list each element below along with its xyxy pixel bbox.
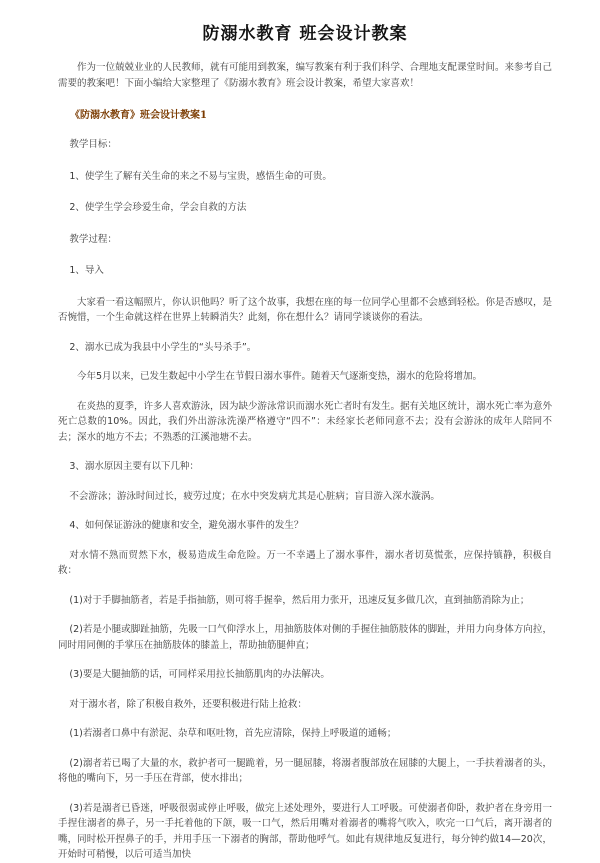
paragraph: 2、溺水已成为我县中小学生的“头号杀手”。 [69,341,257,353]
paragraph: (3)要是大腿抽筋的话，可同样采用拉长抽筋肌肉的办法解决。 [69,669,330,680]
document-title: 防溺水教育 班会设计教案 [202,24,408,44]
paragraph: 大家看一看这幅照片，你认识他吗？听了这个故事，我想在座的每一位同学心里都不会感到轻松。你是否感叹，是否惋惜，一个生命就这样在世界上转瞬消失？此刻，你在想什么？请同学谈谈你的看法。 [58,296,553,323]
paragraph: 3、溺水原因主要有以下几种： [69,461,199,472]
paragraph: 对于溺水者，除了积极自救外，还要积极进行陆上抢救： [69,698,307,710]
paragraph: (1)对于手脚抽筋者，若是手指抽筋，则可将手握拳，然后用力张开，迅速反复多做几次，直到抽筋消除为止； [69,594,530,606]
paragraph: (1)若溺者口鼻中有淤泥、杂草和呕吐物，首先应清除，保持上呼吸道的通畅； [69,728,397,739]
paragraph: 1、导入 [69,265,104,276]
paragraph: (2)溺者若已喝了大量的水，救护者可一腿跪着，另一腿屈膝，将溺者腹部放在屈膝的大腿上，一手扶着溺者的头，将他的嘴向下，另一手压在背部，使水排出； [58,757,552,784]
paragraph: 在炎热的夏季，许多人喜欢游泳，因为缺少游泳常识而溺水死亡者时有发生。据有关地区统计，溺水死亡率为意外死亡总数的10%。因此，我们外出游泳洗澡严格遵守“四不”：未经家长老师同意不去；没有会游泳的成年人陪同不去；深水的地方不去；不熟悉的江溪池塘不去。 [58,400,553,443]
paragraph: 教学目标： [69,139,117,150]
paragraph: 4、如何保证游泳的健康和安全，避免溺水事件的发生？ [69,520,304,531]
paragraph: (2)若是小腿或脚趾抽筋，先吸一口气仰浮水上，用抽筋肢体对侧的手握住抽筋肢体的脚趾，并用力向身体方向拉，同时用同侧的手掌压在抽筋肢体的膝盖上，帮助抽筋腿伸直； [58,624,552,651]
paragraph: 教学过程： [69,233,117,245]
paragraph: 1、使学生了解有关生命的来之不易与宝贵，感悟生命的可贵。 [69,170,332,182]
paragraph: 对水情不熟而贸然下水，极易造成生命危险。万一不幸遇上了溺水事件，溺水者切莫慌张，应保持镇静，积极自救： [58,549,552,576]
paragraph: 今年5月以来，已发生数起中小学生在节假日溺水事件。随着天气逐渐变热，溺水的危险将增加。 [77,371,483,382]
paragraph: 2、使学生学会珍爱生命，学会自救的方法 [69,202,247,213]
paragraph: (3)若是溺者已昏迷，呼吸很弱或停止呼吸，做完上述处理外，要进行人工呼吸。可使溺者仰卧，救护者在身旁用一手捏住溺者的鼻子，另一手托着他的下颌，吸一口气，然后用嘴对着溺者的嘴将气吹入，吹完一口气后，离开溺者的嘴，同时松开捏鼻子的手，并用手压一下溺者的胸部，帮助他呼气。如此有规律地反复进行，每分钟约做14—20次，开始时可稍慢，以后可适当加快 [58,802,552,860]
paragraph: 不会游泳；游泳时间过长，疲劳过度；在水中突发病尤其是心脏病；盲目游入深水漩涡。 [69,490,440,502]
section-heading: 《防溺水教育》班会设计教案1 [70,110,207,121]
intro-paragraph: 作为一位兢兢业业的人民教师，就有可能用到教案，编写教案有利于我们科学、合理地支配课堂时间。来参考自己需要的教案吧！下面小编给大家整理了《防溺水教育》班会设计教案，希望大家喜欢！ [58,62,553,89]
